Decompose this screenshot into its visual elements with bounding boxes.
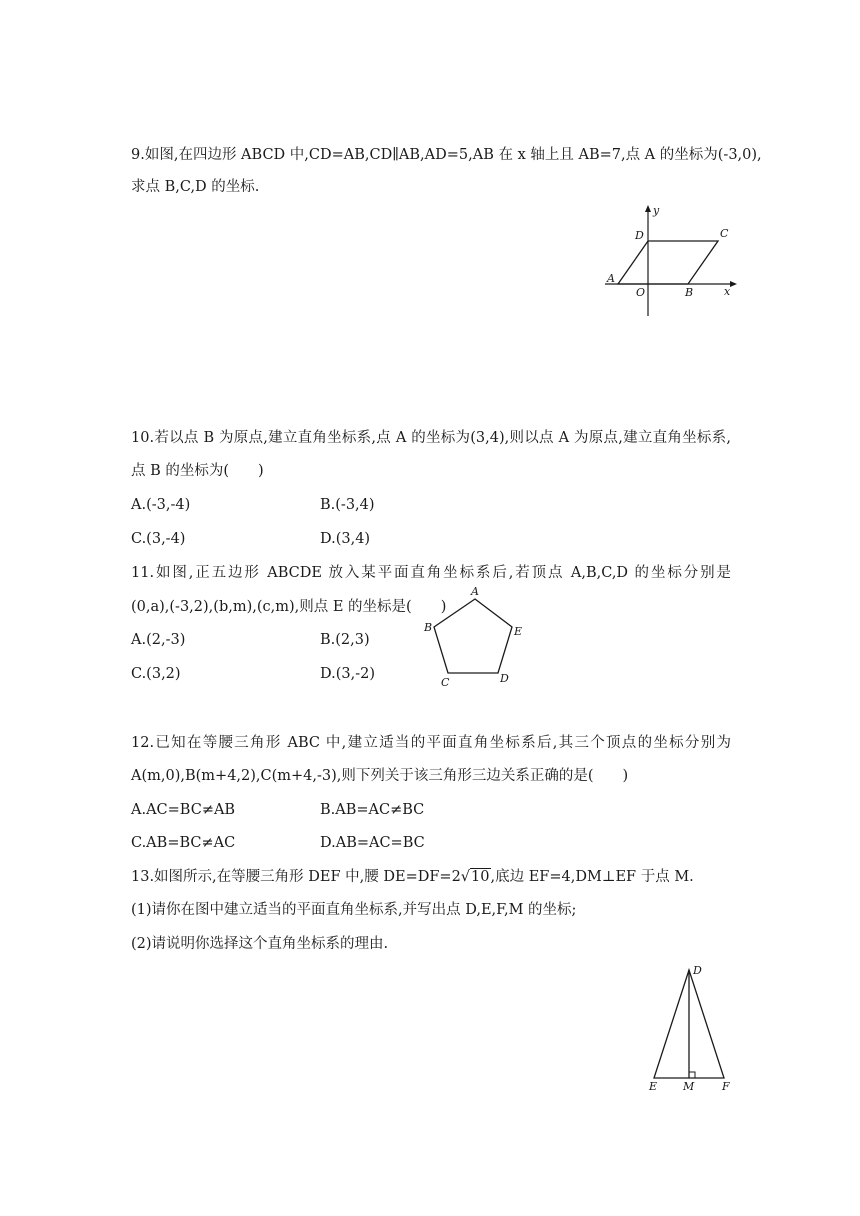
q9-label-x: x: [724, 285, 731, 298]
q9-label-y: y: [653, 204, 660, 217]
q13-right-angle-mark: [689, 1072, 695, 1078]
q13-label-f: F: [722, 1080, 730, 1093]
q10-text-line1: 10.若以点 B 为原点,建立直角坐标系,点 A 的坐标为(3,4),则以点 A 为原点,建立直角坐标系,: [131, 430, 731, 446]
q9-text-line1: 9.如图,在四边形 ABCD 中,CD=AB,CD∥AB,AD=5,AB 在 x 轴上且 AB=7,点 A 的坐标为(-3,0),: [131, 147, 762, 163]
q9-label-b: B: [685, 286, 694, 299]
q13-text-line1: [131, 867, 694, 887]
q11-label-c: C: [441, 676, 450, 689]
q9-x-arrow: [730, 281, 737, 287]
q12-text-line1: 12.已知在等腰三角形 ABC 中,建立适当的平面直角坐标系后,其三个顶点的坐标分别为: [131, 735, 731, 751]
q9-parallelogram: [618, 241, 718, 284]
q11-option-c: C.(3,2): [131, 666, 181, 682]
q10-option-c: C.(3,-4): [131, 531, 186, 547]
q13-text-line3: (2)请说明你选择这个直角坐标系的理由.: [131, 936, 389, 952]
q12-option-b: B.AB=AC≠BC: [320, 802, 425, 818]
q12-option-c: C.AB=BC≠AC: [131, 835, 236, 851]
q11-text-line1: 11.如图,正五边形 ABCDE 放入某平面直角坐标系后,若顶点 A,B,C,D 的坐标分别是: [131, 565, 731, 581]
q10-option-b: B.(-3,4): [320, 497, 375, 513]
q12-option-a: A.AC=BC≠AB: [131, 802, 236, 818]
q13-text-line1-pre: 13.如图所示,在等腰三角形 DEF 中,腰 DE=DF=2: [131, 869, 461, 885]
q10-option-d: D.(3,4): [320, 531, 371, 547]
q11-label-e: E: [514, 625, 523, 638]
q13-sqrt-sign: √: [460, 869, 471, 885]
q10-text-line2: 点 B 的坐标为( ): [131, 463, 264, 479]
q9-label-a: A: [607, 272, 615, 285]
q13-text-line2: (1)请你在图中建立适当的平面直角坐标系,并写出点 D,E,F,M 的坐标;: [131, 902, 577, 918]
q11-label-b: B: [424, 621, 433, 634]
q13-label-m: M: [683, 1080, 695, 1093]
q10-option-a: A.(-3,-4): [131, 497, 191, 513]
q12-text-line2: A(m,0),B(m+4,2),C(m+4,-3),则下列关于该三角形三边关系正确的是( ): [131, 768, 629, 784]
q11-option-d: D.(3,-2): [320, 666, 375, 682]
q13-triangle-figure: [640, 960, 740, 1100]
q11-option-a: A.(2,-3): [131, 632, 186, 648]
q11-label-a: A: [471, 585, 479, 598]
q9-text-line2: 求点 B,C,D 的坐标.: [131, 179, 260, 195]
q13-label-e: E: [649, 1080, 658, 1093]
q11-text-line2: (0,a),(-3,2),(b,m),(c,m),则点 E 的坐标是( ): [131, 599, 447, 615]
q9-y-arrow: [645, 205, 651, 212]
q13-label-d: D: [693, 964, 702, 977]
q9-parallelogram-figure: [600, 200, 740, 320]
q11-option-b: B.(2,3): [320, 632, 370, 648]
q9-label-c: C: [720, 227, 729, 240]
q13-sqrt-radicand: 10: [471, 869, 490, 885]
q13-text-line1-post: ,底边 EF=4,DM⊥EF 于点 M.: [490, 869, 694, 885]
q9-label-d: D: [635, 229, 644, 242]
q11-pentagon-figure: [420, 585, 535, 690]
q12-option-d: D.AB=AC=BC: [320, 835, 425, 851]
q11-pentagon: [434, 599, 512, 673]
q9-label-o: O: [636, 286, 646, 299]
q11-label-d: D: [500, 672, 509, 685]
